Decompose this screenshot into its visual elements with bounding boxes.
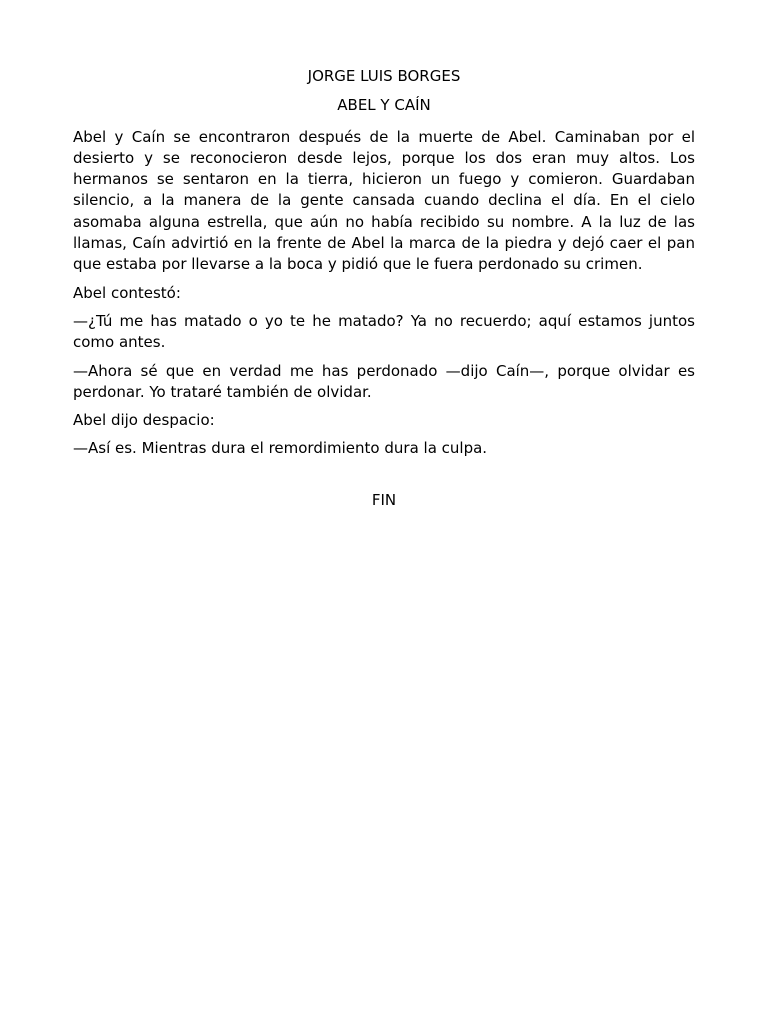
document-page xyxy=(73,66,695,511)
paragraph-2: Abel contestó: xyxy=(73,283,181,302)
end-marker: FIN xyxy=(371,490,397,509)
paragraph-4: —Ahora sé que en verdad me has perdonado —dijo Caín—, porque olvidar es perdonar. Yo trataré también de olvidar. xyxy=(73,361,695,401)
paragraph-3: —¿Tú me has matado o yo te he matado? Ya no recuerdo; aquí estamos juntos como antes. xyxy=(73,311,695,352)
paragraph-1: Abel y Caín se encontraron después de la muerte de Abel. Caminaban por el desierto y se reconocieron desde lejos, porque los dos eran muy altos. Los hermanos se sentaron en la tierra, hicieron un fuego y comieron. Guardaban silencio, a la manera de la gente cansada cuando declina el día. En el cielo asomaba alguna estrella, que aún no había recibido su nombre. A la luz de las llamas, Caín advirtió en la frente de Abel la marca de la piedra y dejó caer el pan que estaba por llevarse a la boca y pidió que le fuera perdonado su crimen. xyxy=(73,127,695,274)
story-title: ABEL Y CAÍN xyxy=(337,96,431,115)
paragraph-5: Abel dijo despacio: xyxy=(73,411,215,430)
paragraph-6: —Así es. Mientras dura el remordimiento dura la culpa. xyxy=(73,439,488,458)
author-heading: JORGE LUIS BORGES xyxy=(307,67,461,85)
